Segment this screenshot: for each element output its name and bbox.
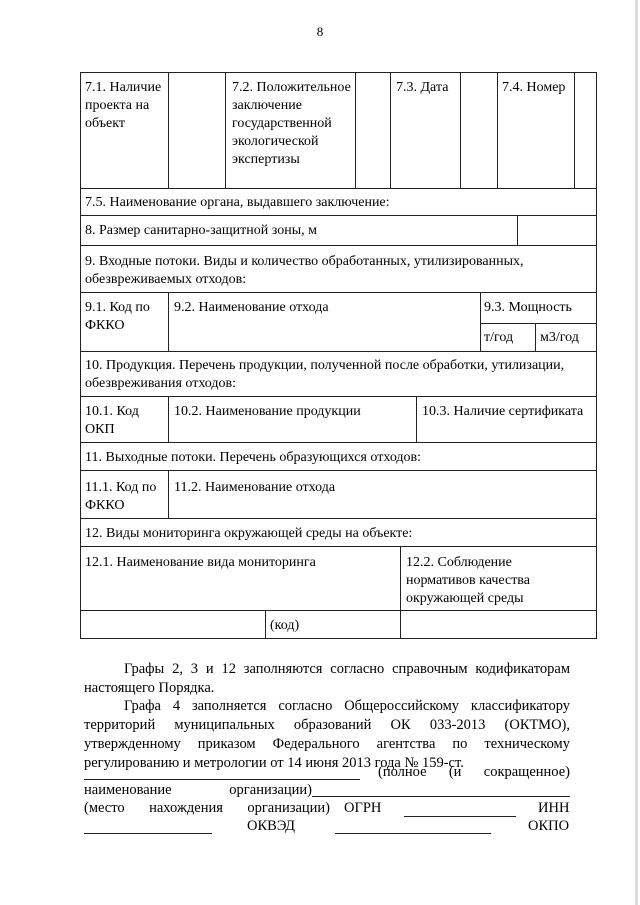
org-name-line-2[interactable] (312, 796, 570, 797)
cell-10-1: 10.1. Код ОКП (85, 404, 139, 437)
cell-12-code: (код) (270, 618, 300, 633)
okved-label: ОКВЭД (247, 818, 296, 834)
cell-11-2: 11.2. Наименование отхода (174, 480, 336, 495)
note-paragraph-2: Графа 4 заполняется согласно Общероссийскому классификатору территорий муниципальных образований ОК 033-2013 (ОКТМО), утвержденному приказом Федерального агентства по техническому регулированию и метрологии от 14 июня 2013 года № 159-ст. (84, 698, 570, 771)
cell-7-1: 7.1. Наличие проекта на объект (85, 80, 162, 131)
form-line-3: (место нахождения организации) (84, 800, 330, 816)
cell-9-unit-m3: м3/год (540, 330, 579, 345)
cell-9-unit-t: т/год (484, 330, 514, 345)
cell-9-title: 9. Входные потоки. Виды и количество обработанных, утилизированных, обезвреживаемых отходов: (85, 254, 524, 287)
cell-11-title: 11. Выходные потоки. Перечень образующихся отходов: (85, 450, 422, 465)
note-paragraph-1: Графы 2, 3 и 12 заполняются согласно справочным кодификаторам настоящего Порядка. (84, 661, 570, 696)
cell-12-1: 12.1. Наименование вида мониторинга (85, 555, 316, 570)
ogrn-label: ОГРН (344, 800, 382, 816)
cell-9-3: 9.3. Мощность (484, 300, 572, 315)
cell-10-2: 10.2. Наименование продукции (174, 404, 361, 419)
inn-label: ИНН (538, 800, 570, 816)
cell-11-1: 11.1. Код по ФККО (85, 480, 157, 513)
scan-edge (635, 0, 638, 905)
cell-7-3: 7.3. Дата (396, 80, 449, 95)
okved-field[interactable] (335, 833, 491, 834)
form-line-2: наименование организации) (84, 782, 312, 798)
org-name-line[interactable] (84, 779, 360, 780)
cell-10-title: 10. Продукция. Перечень продукции, полученной после обработки, утилизации, обезвреживания отходов: (85, 358, 565, 391)
okpo-label: ОКПО (528, 818, 570, 834)
cell-7-2: 7.2. Положительное заключение государственной экологической экспертизы (232, 80, 351, 167)
cell-7-4: 7.4. Номер (502, 80, 566, 95)
form-line-1: (полное (и сокращенное) (378, 764, 570, 780)
cell-12-title: 12. Виды мониторинга окружающей среды на объекте: (85, 526, 413, 541)
cell-7-5: 7.5. Наименование органа, выдавшего заключение: (85, 195, 390, 210)
address-field[interactable] (84, 833, 212, 834)
cell-8: 8. Размер санитарно-защитной зоны, м (85, 223, 317, 238)
cell-12-2: 12.2. Соблюдение нормативов качества окружающей среды (406, 555, 530, 606)
cell-10-3: 10.3. Наличие сертификата (422, 404, 584, 419)
cell-9-1: 9.1. Код по ФККО (85, 300, 150, 333)
ogrn-field[interactable] (404, 816, 516, 817)
cell-9-2: 9.2. Наименование отхода (174, 300, 329, 315)
page-number: 8 (316, 24, 324, 39)
